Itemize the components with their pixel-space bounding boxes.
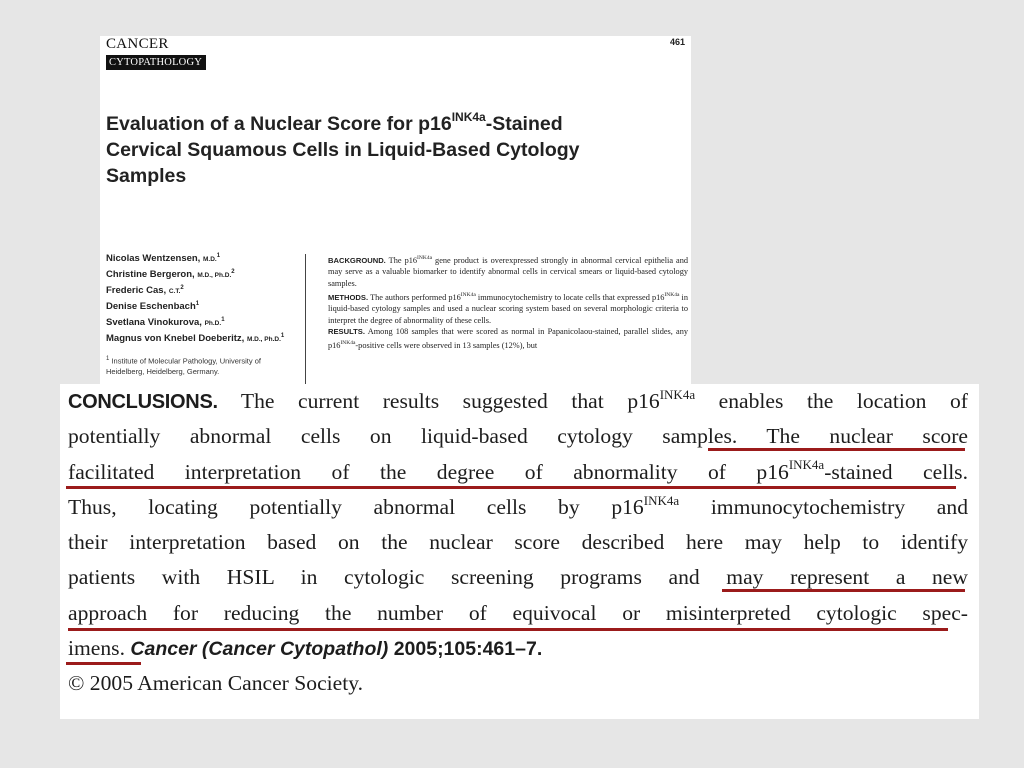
- citation-journal: Cancer (Cancer Cytopathol): [130, 638, 389, 661]
- author: Christine Bergeron, M.D., Ph.D.$^2$: [106, 269, 235, 281]
- conclusions-snippet: [60, 384, 979, 719]
- citation-reference: 2005;105:461–7.: [393, 638, 543, 661]
- paper-header-snippet: [100, 36, 691, 386]
- journal-name-top: CANCER: [106, 36, 169, 52]
- title-superscript: INK4a: [451, 109, 486, 124]
- page-number: 461: [669, 37, 685, 47]
- highlight-underline: [66, 662, 141, 665]
- conclusions-line: patients with HSIL in cytologic screening programs and may represent a new: [68, 565, 968, 590]
- title-part-2: -Stained: [485, 113, 563, 135]
- highlight-underline: [66, 486, 956, 489]
- title-line-3: Samples: [106, 165, 187, 187]
- abstract-excerpt: BACKGROUND. The $p16^{INK4a}$ gene product is overexpressed strongly in abnormal cervical epithelia and may serve as a valuable biomarker to identify abnormal cells in cervical smears or liquid-based cytology samples. METHODS. The authors performed $p16^{INK4a}$ immunocytochemistry to locate cells that expressed $p16^{INK4a}$ in liquid-based cytology samples and used a nuclear scoring system based on several morphologic criteria to interpret the degree of abnormality of these cells. RESULTS. Among 108 samples that were scored as normal in Papanicolaou-stained, parallel slides, any $p16^{INK4a}$-positive cells were observed in 13 samples (12%), but: [328, 255, 688, 350]
- author: Frederic Cas, C.T.$^2$: [106, 285, 184, 297]
- journal-name-bottom: CYTOPATHOLOGY: [106, 55, 206, 70]
- title-line-2: Cervical Squamous Cells in Liquid-Based Cytology: [106, 139, 580, 161]
- affiliation: $^1$ Institute of Molecular Pathology, University of Heidelberg, Heidelberg, Germany.: [106, 355, 261, 376]
- author: Magnus von Knebel Doeberitz, M.D., Ph.D.$^1$: [106, 332, 285, 344]
- highlight-underline: [722, 589, 965, 592]
- highlight-underline: [708, 448, 965, 451]
- article-title: [106, 111, 646, 189]
- highlight-underline: [68, 628, 948, 631]
- conclusions-line: CONCLUSIONS. The current results suggested that $p16^{INK4a}$ enables the location of: [68, 386, 968, 413]
- conclusions-line: approach for reducing the number of equivocal or misinterpreted cytologic spec-: [68, 600, 968, 625]
- conclusions-heading: CONCLUSIONS.: [68, 391, 218, 413]
- journal-logo: [106, 36, 206, 70]
- author: Svetlana Vinokurova, Ph.D.$^1$: [106, 316, 225, 328]
- background-heading: BACKGROUND.: [328, 255, 386, 265]
- conclusions-line: Thus, locating potentially abnormal cells by $p16^{INK4a}$ immunocytochemistry and: [68, 492, 968, 519]
- conclusions-text: [68, 384, 968, 702]
- conclusions-line: potentially abnormal cells on liquid-based cytology samples. The nuclear score: [68, 424, 968, 449]
- results-heading: RESULTS.: [328, 327, 365, 337]
- column-divider: [305, 254, 306, 386]
- conclusions-line: imens. Cancer (Cancer Cytopathol) 2005;105:461–7.: [68, 636, 543, 661]
- conclusions-line: their interpretation based on the nuclear score described here may help to identify: [68, 530, 968, 555]
- author-list: [106, 250, 296, 377]
- methods-heading: METHODS.: [328, 292, 369, 302]
- copyright-line: © 2005 American Cancer Society.: [68, 671, 364, 696]
- author: Denise Eschenbach$^1$: [106, 301, 200, 313]
- title-part-1: Evaluation of a Nuclear Score for p16: [106, 113, 452, 135]
- author: Nicolas Wentzensen, M.D.$^1$: [106, 253, 221, 265]
- conclusions-line: facilitated interpretation of the degree of abnormality of $p16^{INK4a}$-stained cells.: [68, 457, 968, 484]
